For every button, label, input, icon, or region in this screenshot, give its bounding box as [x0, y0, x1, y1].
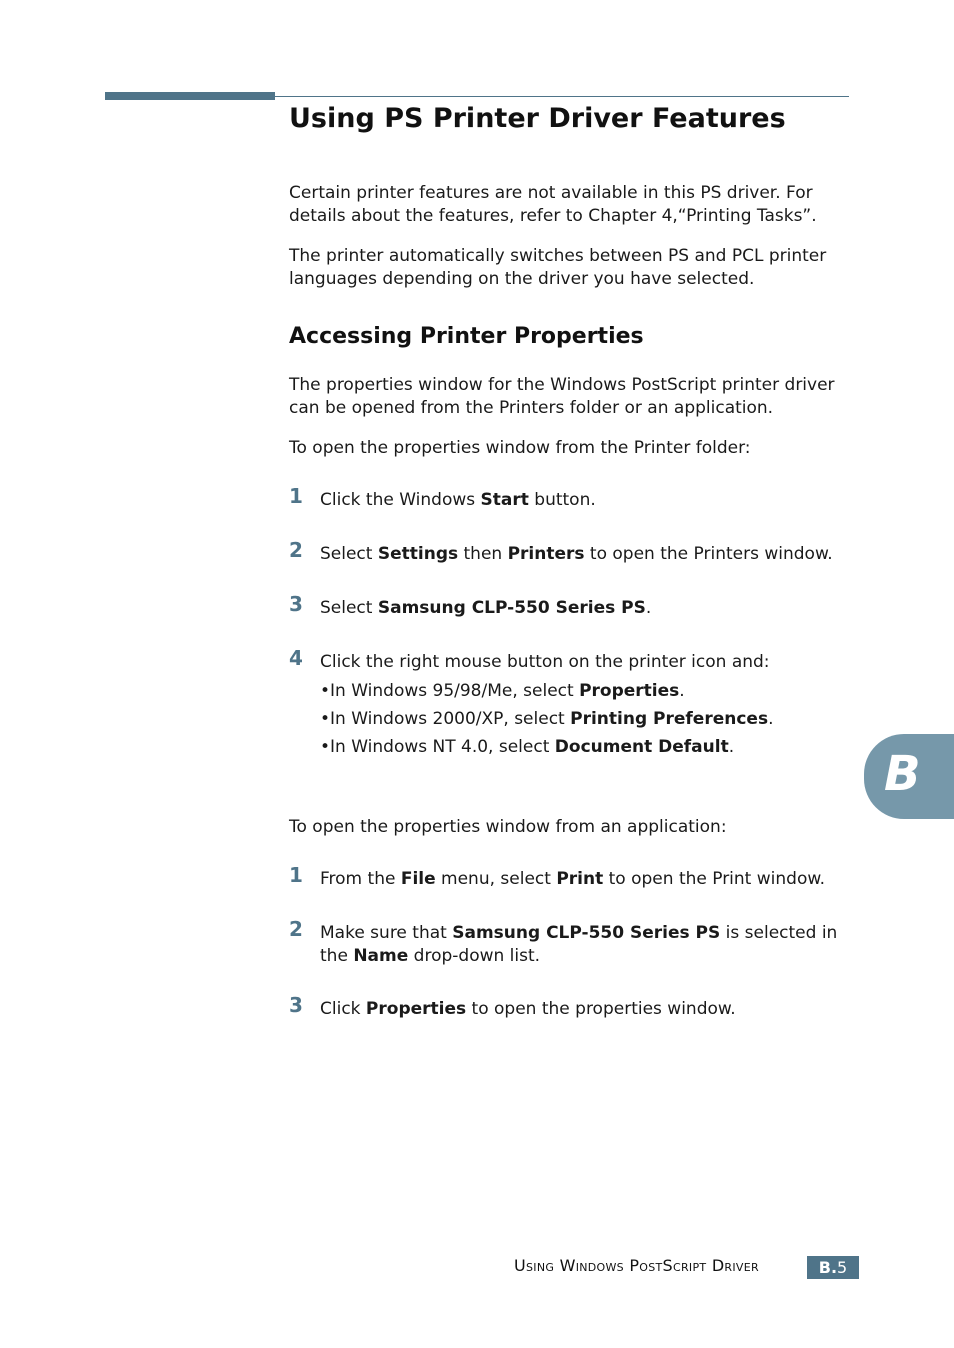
step-text: From the File menu, select Print to open the Print window.	[320, 869, 826, 889]
app-intro: To open the properties window from an application:	[289, 817, 727, 837]
footer-page-number: B.5	[807, 1256, 859, 1279]
step-number: 2	[289, 917, 303, 941]
step-text: Click the Windows Start button.	[320, 490, 596, 510]
chapter-tab	[864, 734, 954, 819]
intro-paragraph-2: The printer automatically switches between PS and PCL printer languages depending on the driver you have selected.	[289, 246, 827, 289]
step-text: Select Settings then Printers to open the Printers window.	[320, 544, 833, 564]
step-number: 4	[289, 646, 303, 670]
intro-paragraph-1: Certain printer features are not available in this PS driver. For details about the features, refer to Chapter 4,“Printing Tasks”.	[289, 183, 817, 226]
step-number: 2	[289, 538, 303, 562]
step-text: Click Properties to open the properties window.	[320, 999, 736, 1019]
step-number: 1	[289, 484, 303, 508]
bullet-item-1: •In Windows 95/98/Me, select Properties.	[320, 681, 685, 701]
step-text: Select Samsung CLP-550 Series PS.	[320, 598, 652, 618]
folder-intro: To open the properties window from the Printer folder:	[289, 438, 751, 458]
step-number: 3	[289, 592, 303, 616]
step-text: Make sure that Samsung CLP-550 Series PS is selected in the Name drop-down list.	[320, 923, 838, 966]
bullet-item-3: •In Windows NT 4.0, select Document Default.	[320, 737, 735, 757]
page-title: Using PS Printer Driver Features	[289, 103, 786, 134]
section-paragraph: The properties window for the Windows PostScript printer driver can be opened from the Printers folder or an application.	[289, 375, 835, 418]
step-text: Click the right mouse button on the printer icon and:	[320, 652, 770, 672]
section-title: Accessing Printer Properties	[289, 324, 644, 349]
header-rule-thick	[105, 92, 275, 100]
step-number: 1	[289, 863, 303, 887]
step-number: 3	[289, 993, 303, 1017]
footer-chapter-title: Using Windows PostScript Driver	[514, 1256, 759, 1275]
chapter-tab-letter: B	[884, 746, 921, 802]
header-rule-thin	[275, 96, 849, 97]
bullet-item-2: •In Windows 2000/XP, select Printing Preferences.	[320, 709, 774, 729]
